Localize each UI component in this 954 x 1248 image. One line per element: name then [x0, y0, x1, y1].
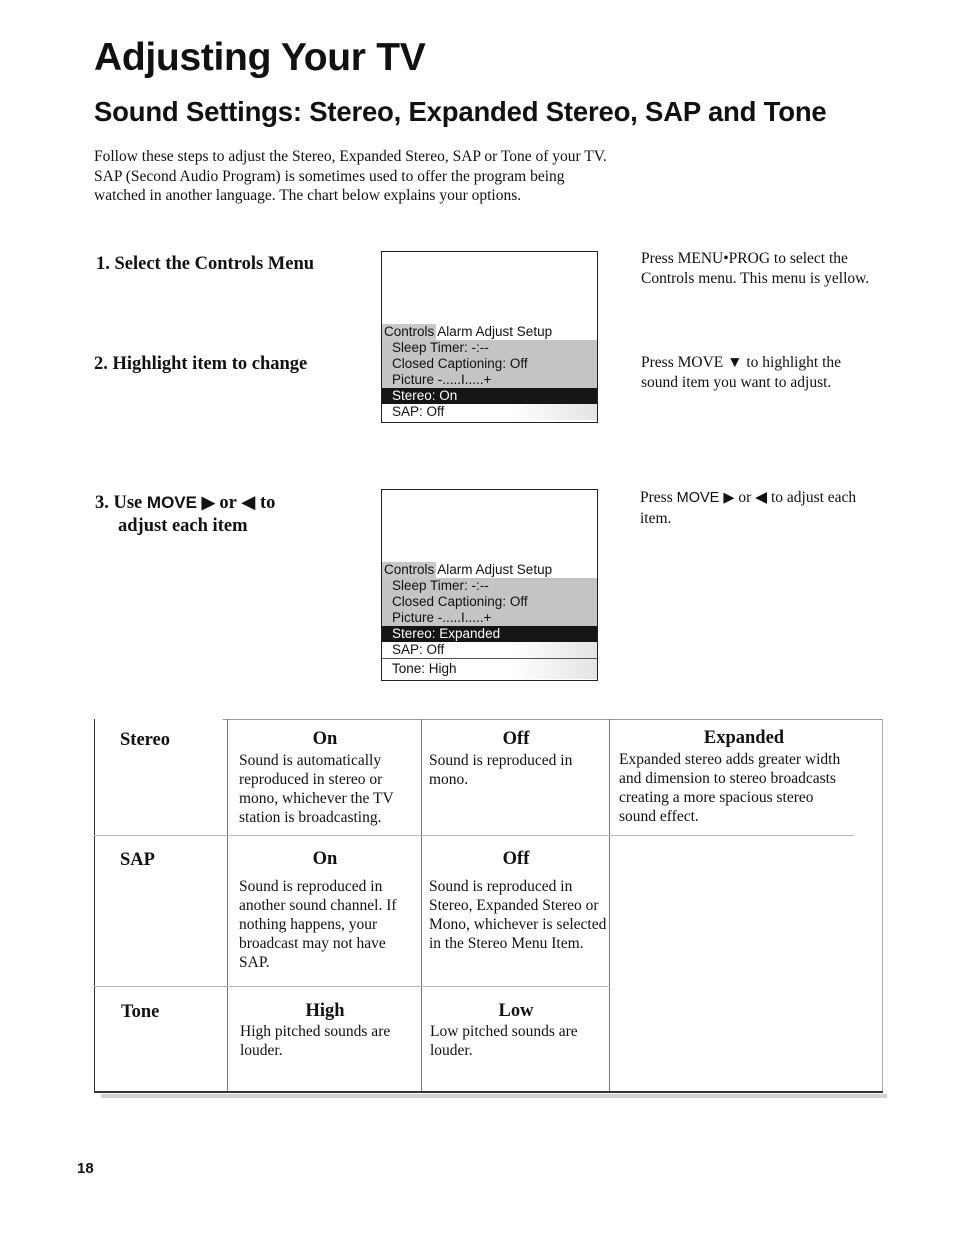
table-border [882, 719, 883, 1091]
menu-item: Tone: High [382, 659, 597, 679]
table-divider [227, 719, 228, 1091]
table-divider [94, 986, 610, 987]
step-number: 3. [95, 493, 109, 513]
step-label-use: Use [113, 493, 143, 513]
option-desc: High pitched sounds are louder. [240, 1023, 391, 1059]
option-title: On [312, 849, 338, 869]
controls-menu [382, 562, 597, 679]
note-rest: or ◀ to adjust each item. [640, 489, 857, 527]
move-right-key: MOVE ▶ [146, 493, 215, 512]
move-right-key: MOVE ▶ [676, 490, 735, 506]
table-divider [94, 835, 854, 836]
option-title: Low [498, 1001, 534, 1021]
menu-header: Controls Alarm Adjust Setup [382, 562, 597, 578]
option-desc: Sound is reproduced in mono. [429, 752, 573, 788]
tv-screen-1 [381, 251, 598, 423]
option-title: Off [502, 729, 530, 749]
table-border [223, 719, 883, 720]
menu-item: Sleep Timer: -:-- [382, 578, 597, 594]
table-border [94, 1091, 883, 1093]
menu-item: SAP: Off [382, 642, 597, 659]
page-number: 18 [77, 1160, 94, 1177]
option-title: Expanded [703, 728, 785, 748]
step-label-or: or ◀ to [219, 493, 276, 513]
step-3-note [640, 488, 888, 528]
step-label: Select the Controls Menu [114, 254, 315, 274]
tv-screen-2 [381, 489, 598, 681]
step-2-note: Press MOVE ▼ to highlight the sound item you want to adjust. [641, 354, 842, 391]
step-1 [96, 253, 314, 276]
table-divider [609, 719, 610, 1091]
step-3 [95, 491, 335, 538]
table-shadow [101, 1094, 887, 1098]
option-desc: Sound is reproduced in another sound channel. If nothing happens, your broadcast may not have SAP. [239, 878, 397, 971]
step-label-adjust: adjust each item [118, 516, 248, 536]
option-title: High [305, 1001, 345, 1021]
intro-paragraph: Follow these steps to adjust the Stereo, Expanded Stereo, SAP or Tone of your TV. SAP (Second Audio Program) is sometimes used to offer the program being watched in another language. The chart below explains your options. [94, 148, 607, 204]
menu-item-highlighted: Stereo: Expanded [382, 626, 597, 642]
menu-item: Picture -.....I.....+ [382, 610, 597, 626]
option-title: On [312, 729, 338, 749]
option-desc: Expanded stereo adds greater width and dimension to stereo broadcasts creating a more spacious stereo sound effect. [619, 751, 841, 825]
row-label-tone: Tone [121, 1002, 160, 1022]
table-divider [421, 719, 422, 1091]
menu-item: Picture -.....I.....+ [382, 372, 597, 388]
menu-header: Controls Alarm Adjust Setup [382, 324, 597, 340]
options-table [93, 719, 887, 1099]
option-title: Off [502, 849, 530, 869]
option-desc: Sound is reproduced in Stereo, Expanded Stereo or Mono, whichever is selected in the Stereo Menu Item. [429, 878, 607, 952]
row-label-stereo: Stereo [120, 730, 170, 750]
menu-item: Closed Captioning: Off [382, 356, 597, 372]
menu-item: Closed Captioning: Off [382, 594, 597, 610]
step-2 [94, 353, 307, 376]
option-desc: Low pitched sounds are louder. [430, 1023, 578, 1059]
menu-item: Sleep Timer: -:-- [382, 340, 597, 356]
page-title: Adjusting Your TV [94, 36, 426, 79]
step-label: Highlight item to change [112, 354, 308, 374]
section-title: Sound Settings: Stereo, Expanded Stereo, SAP and Tone [94, 96, 827, 127]
menu-item-highlighted: Stereo: On [382, 388, 597, 404]
option-desc: Sound is automatically reproduced in stereo or mono, whichever the TV station is broadcasting. [239, 752, 394, 826]
controls-menu [382, 324, 597, 420]
step-number: 2. [94, 354, 108, 374]
step-number: 1. [96, 254, 110, 274]
row-label-sap: SAP [120, 850, 155, 870]
menu-item: SAP: Off [382, 404, 597, 420]
table-border [94, 719, 95, 1091]
step-1-note: Press MENU•PROG to select the Controls menu. This menu is yellow. [641, 250, 870, 287]
note-press: Press [640, 489, 673, 506]
